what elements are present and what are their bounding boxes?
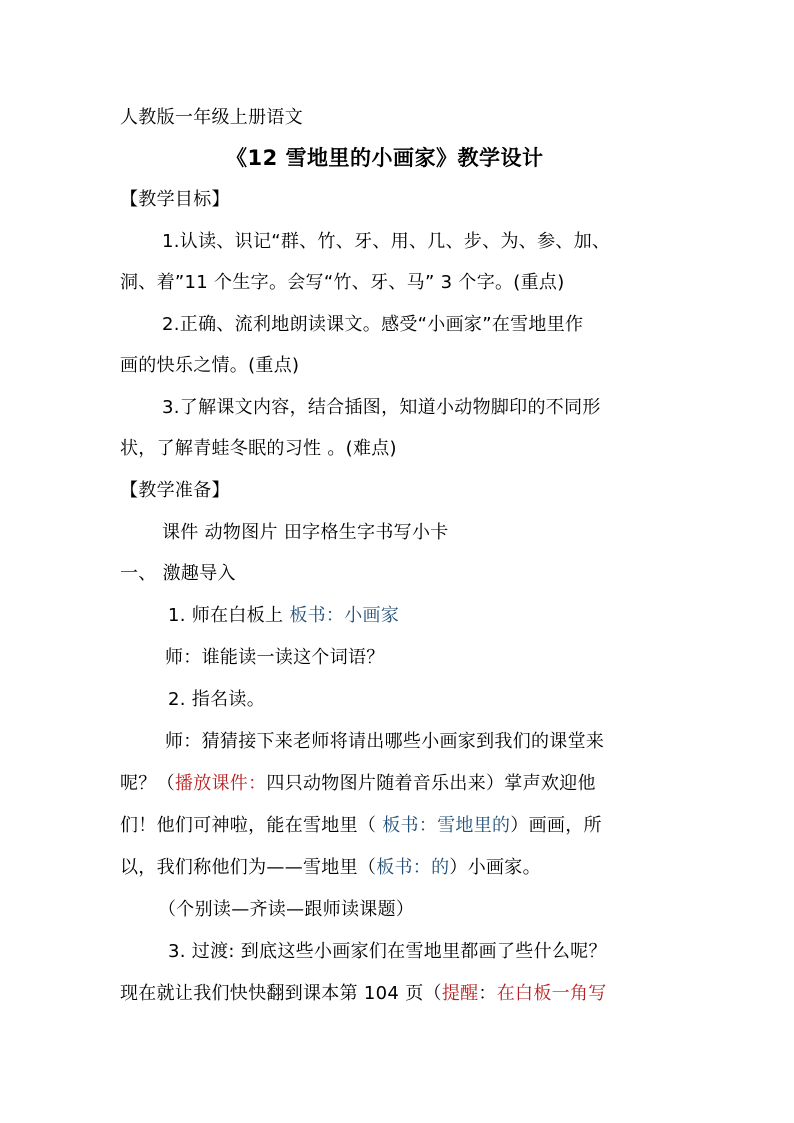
section-1-heading: 一、 激趣导入 [120, 563, 236, 584]
step-3-line-2 [120, 982, 607, 1006]
prep-heading: 【教学准备】 [120, 480, 230, 501]
step-1-board-note: 板书：小画家 [289, 605, 400, 626]
goal-2-line-2: 画的快乐之情。(重点) [120, 355, 300, 376]
prep-items: 课件 动物图片 田字格生字书写小卡 [162, 522, 449, 543]
paragraph-line-2 [120, 772, 596, 796]
board-note-snowfield: 板书：雪地里的 [382, 815, 511, 836]
document-title: 《12 雪地里的小画家》教学设计 [226, 146, 544, 170]
step-3-line-1: 3. 过渡: 到底这些小画家们在雪地里都画了些什么呢？ [168, 941, 607, 962]
play-courseware-note: 播放课件： [174, 773, 267, 794]
step-3-line-2-a: 现在就让我们快快翻到课本第 104 页（ [120, 983, 442, 1004]
reading-order: （个别读—齐读—跟师读课题） [158, 899, 415, 920]
step-1 [168, 604, 399, 628]
reminder-note: 在白板一角写 [496, 983, 607, 1004]
publisher-line: 人教版一年级上册语文 [120, 107, 303, 128]
step-2: 2. 指名读。 [168, 689, 265, 710]
board-note-de: 板书：的 [376, 857, 450, 878]
reminder-label: 提醒 [441, 983, 479, 1004]
paragraph-line-2-b: 四只动物图片随着音乐出来）掌声欢迎他 [266, 773, 596, 794]
goal-2-line-1: 2.正确、流利地朗读课文。感受“小画家”在雪地里作 [162, 314, 584, 335]
goal-3-line-2: 状，了解青蛙冬眠的习性 。(难点) [120, 438, 397, 459]
paragraph-line-4-b: ）小画家。 [449, 857, 541, 878]
paragraph-line-3-a: 们！他们可神啦，能在雪地里（ [120, 815, 383, 836]
goal-3-line-1: 3.了解课文内容，结合插图，知道小动物脚印的不同形 [162, 397, 601, 418]
paragraph-line-4-a: 以，我们称他们为——雪地里（ [120, 857, 377, 878]
paragraph-line-4 [120, 856, 541, 880]
paragraph-line-3-b: ）画画，所 [510, 815, 602, 836]
step-1-prefix: 1. 师在白板上 [168, 605, 290, 626]
goal-1-line-2: 洞、着”11 个生字。会写“竹、牙、马” 3 个字。(重点) [120, 272, 565, 293]
goals-heading: 【教学目标】 [120, 189, 230, 210]
goal-1-line-1: 1.认读、识记“群、竹、牙、用、几、步、为、参、加、 [162, 231, 611, 252]
paragraph-line-1: 师：猜猜接下来老师将请出哪些小画家到我们的课堂来 [165, 731, 605, 752]
teacher-question: 师：谁能读一读这个词语？ [165, 647, 385, 668]
step-3-line-2-colon: ： [478, 983, 497, 1004]
paragraph-line-3 [120, 814, 602, 838]
paragraph-line-2-a: 呢？（ [120, 773, 175, 794]
